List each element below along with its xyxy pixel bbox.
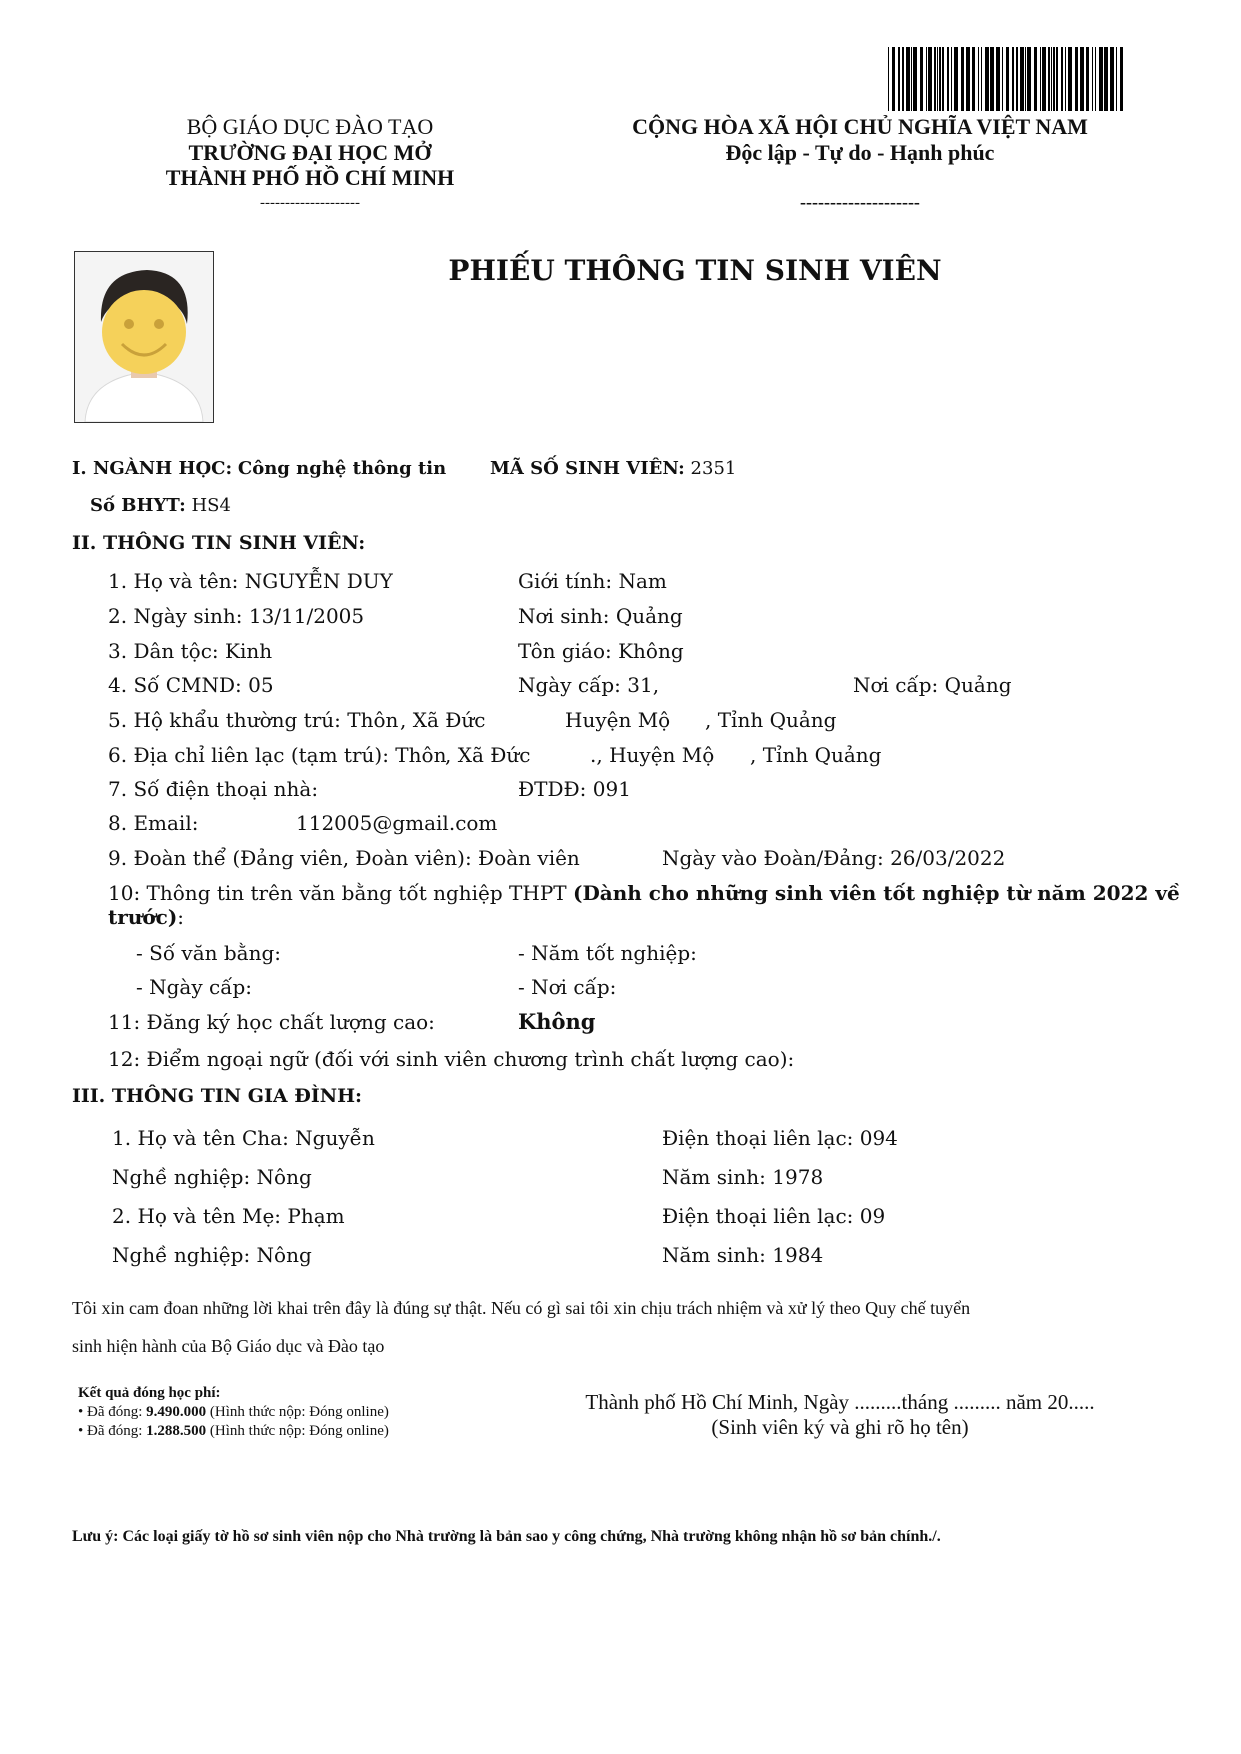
father-birth-year: Năm sinh: 1978 xyxy=(662,1165,824,1189)
national-motto: Độc lập - Tự do - Hạnh phúc xyxy=(725,140,995,165)
contact-address-part3: ., Huyện Mộ xyxy=(590,743,715,767)
birthplace: Nơi sinh: Quảng xyxy=(518,604,683,628)
fee-method: (Hình thức nộp: Đóng online) xyxy=(206,1404,389,1420)
permanent-residence-part3: Huyện Mộ xyxy=(565,708,671,732)
student-id-value: 2351 xyxy=(690,458,737,479)
bhyt-value: HS4 xyxy=(191,495,231,516)
photo-image xyxy=(75,252,213,422)
ministry-name: BỘ GIÁO DỤC ĐÀO TẠO xyxy=(186,114,434,139)
bhyt-label: Số BHYT: xyxy=(90,495,186,516)
high-quality-label: 11: Đăng ký học chất lượng cao: xyxy=(108,1010,435,1034)
diploma-issue-place: - Nơi cấp: xyxy=(518,975,617,999)
father-occupation: Nghề nghiệp: Nông xyxy=(112,1165,312,1189)
avatar-face xyxy=(102,290,186,374)
student-id-line xyxy=(490,458,736,479)
diploma-info-line2 xyxy=(108,905,184,929)
email-value: 112005@gmail.com xyxy=(296,811,498,835)
mother-phone: Điện thoại liên lạc: 09 xyxy=(662,1204,886,1228)
mobile-phone: ĐTDĐ: 091 xyxy=(518,777,631,801)
fee-result-heading: Kết quả đóng học phí: xyxy=(78,1385,221,1401)
major-line xyxy=(72,458,446,479)
contact-address-part4: , Tỉnh Quảng xyxy=(750,743,882,767)
diploma-info-line1 xyxy=(108,881,1180,905)
diploma-colon: : xyxy=(177,905,185,929)
father-name: 1. Họ và tên Cha: Nguyễn xyxy=(112,1126,375,1150)
fee-row-1 xyxy=(78,1404,389,1421)
fee-method: (Hình thức nộp: Đóng online) xyxy=(206,1423,389,1439)
contact-address-part1: 6. Địa chỉ liên lạc (tạm trú): Thôn xyxy=(108,743,447,767)
father-phone: Điện thoại liên lạc: 094 xyxy=(662,1126,898,1150)
major-label: I. NGÀNH HỌC: xyxy=(72,458,233,479)
fee-row-prefix: • Đã đóng: xyxy=(78,1404,147,1420)
mother-birth-year: Năm sinh: 1984 xyxy=(662,1243,824,1267)
student-id-label: MÃ SỐ SINH VIÊN: xyxy=(490,458,685,479)
ethnicity: 3. Dân tộc: Kinh xyxy=(108,639,273,663)
id-issue-place: Nơi cấp: Quảng xyxy=(853,673,1012,697)
gender: Giới tính: Nam xyxy=(518,569,667,593)
student-photo xyxy=(74,251,214,423)
document-title: PHIẾU THÔNG TIN SINH VIÊN xyxy=(448,254,942,287)
pledge-line2: sinh hiện hành của Bộ Giáo dục và Đào tạo xyxy=(72,1336,385,1356)
fee-row-2 xyxy=(78,1423,389,1440)
id-card-number: 4. Số CMND: 05 xyxy=(108,673,274,697)
date-of-birth: 2. Ngày sinh: 13/11/2005 xyxy=(108,604,365,628)
diploma-intro: 10: Thông tin trên văn bằng tốt nghiệp THPT xyxy=(108,881,573,905)
school-name-line1: TRƯỜNG ĐẠI HỌC MỞ xyxy=(188,140,432,165)
right-header-divider: -------------------- xyxy=(800,192,920,212)
fee-amount: 1.288.500 xyxy=(146,1423,207,1439)
fee-row-prefix: • Đã đóng: xyxy=(78,1423,147,1439)
permanent-residence-part4: , Tỉnh Quảng xyxy=(705,708,837,732)
mother-name: 2. Họ và tên Mẹ: Phạm xyxy=(112,1204,345,1228)
diploma-bold-note: (Dành cho những sinh viên tốt nghiệp từ năm 2022 về xyxy=(572,881,1180,905)
diploma-bold-note-end: trước) xyxy=(108,905,178,929)
union-join-date: Ngày vào Đoàn/Đảng: 26/03/2022 xyxy=(662,846,1006,870)
pledge-line1: Tôi xin cam đoan những lời khai trên đây là đúng sự thật. Nếu có gì sai tôi xin chịu trách nhiệm và xử lý theo Quy chế tuyển xyxy=(72,1298,971,1318)
email-label: 8. Email: xyxy=(108,811,199,835)
high-quality-value: Không xyxy=(518,1009,596,1034)
section3-heading: III. THÔNG TIN GIA ĐÌNH: xyxy=(72,1085,363,1107)
diploma-issue-date: - Ngày cấp: xyxy=(136,975,252,999)
barcode xyxy=(888,47,1130,111)
home-phone: 7. Số điện thoại nhà: xyxy=(108,777,319,801)
mother-occupation: Nghề nghiệp: Nông xyxy=(112,1243,312,1267)
signature-date-line: Thành phố Hồ Chí Minh, Ngày .........tháng ......... năm 20..... xyxy=(585,1390,1095,1414)
union-membership: 9. Đoàn thể (Đảng viên, Đoàn viên): Đoàn viên xyxy=(108,846,580,870)
student-name: 1. Họ và tên: NGUYỄN DUY xyxy=(108,569,393,593)
signature-note: (Sinh viên ký và ghi rõ họ tên) xyxy=(711,1415,969,1439)
footer-note: Lưu ý: Các loại giấy tờ hồ sơ sinh viên nộp cho Nhà trường là bản sao y công chứng, Nhà trường không nhận hồ sơ bản chính./. xyxy=(72,1528,941,1545)
id-issue-date: Ngày cấp: 31, xyxy=(518,673,660,697)
fee-amount: 9.490.000 xyxy=(146,1404,207,1420)
left-header-divider: -------------------- xyxy=(260,195,360,211)
school-name-line2: THÀNH PHỐ HỒ CHÍ MINH xyxy=(165,165,455,190)
diploma-number: - Số văn bằng: xyxy=(136,941,282,965)
bhyt-line xyxy=(90,495,231,516)
religion: Tôn giáo: Không xyxy=(518,639,684,663)
permanent-residence-part1: 5. Hộ khẩu thường trú: Thôn xyxy=(108,708,399,732)
language-score: 12: Điểm ngoại ngữ (đối với sinh viên chương trình chất lượng cao): xyxy=(108,1047,795,1071)
major-value: Công nghệ thông tin xyxy=(237,458,447,479)
graduation-year: - Năm tốt nghiệp: xyxy=(518,941,697,965)
contact-address-part2: , Xã Đức xyxy=(445,743,531,767)
country-name: CỘNG HÒA XÃ HỘI CHỦ NGHĨA VIỆT NAM xyxy=(632,114,1088,139)
permanent-residence-part2: , Xã Đức xyxy=(400,708,486,732)
section2-heading: II. THÔNG TIN SINH VIÊN: xyxy=(72,532,366,554)
